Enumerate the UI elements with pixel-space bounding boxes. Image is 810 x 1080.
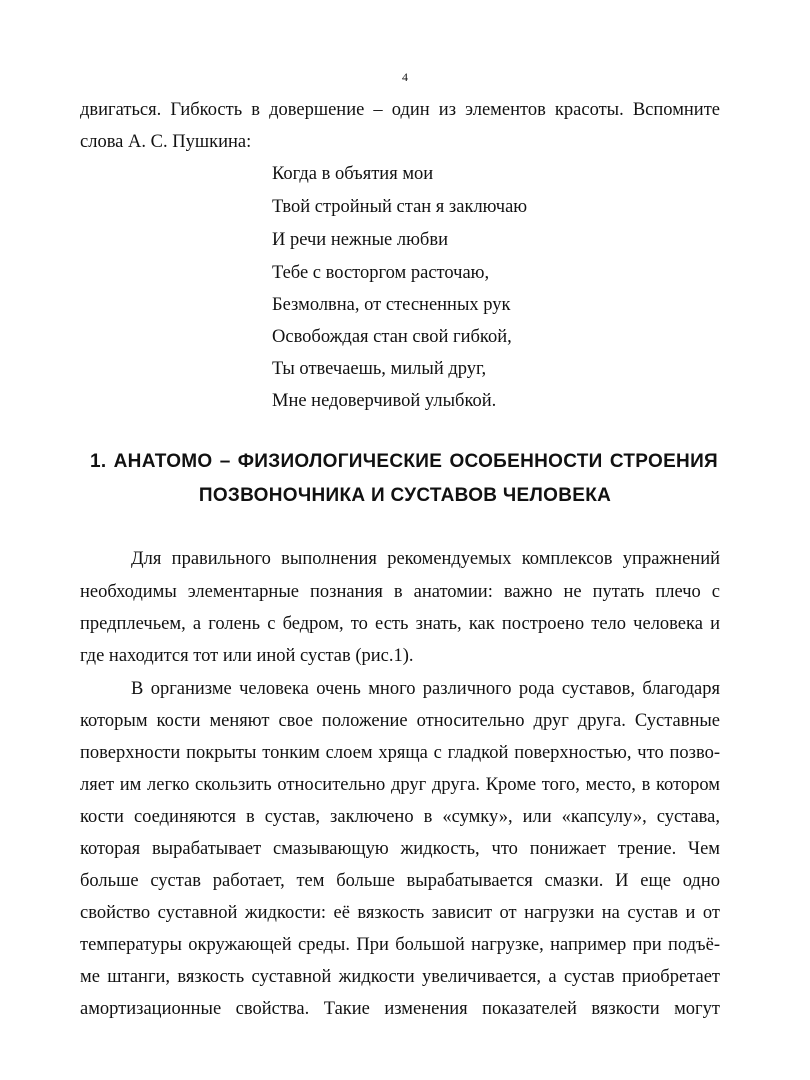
poem-line: Твой стройный стан я заключаю <box>272 197 528 217</box>
paragraph-line: ляет им легко скользить относительно друг друга. Кроме того, место, в котором <box>80 775 720 795</box>
paragraph-line: которая вырабатывает смазывающую жидкость, что понижает трение. Чем <box>80 839 720 859</box>
poem-line: Освобождая стан свой гибкой, <box>272 327 512 347</box>
page-number: 4 <box>402 70 408 84</box>
section-heading-line-1: 1. АНАТОМО – ФИЗИОЛОГИЧЕСКИЕ ОСОБЕННОСТИ СТРОЕНИЯ <box>90 451 718 472</box>
paragraph-line: больше сустав работает, тем больше вырабатывается смазки. И еще одно <box>80 871 720 891</box>
paragraph-line: амортизационные свойства. Такие изменения показателей вязкости могут <box>80 999 720 1019</box>
paragraph-line: В организме человека очень много различного рода суставов, благодаря <box>131 679 720 699</box>
paragraph-line: Для правильного выполнения рекомендуемых комплексов упражнений <box>131 549 720 569</box>
paragraph-line: свойство суставной жидкости: её вязкость зависит от нагрузки на сустав и от <box>80 903 720 923</box>
paragraph-line: ме штанги, вязкость суставной жидкости увеличивается, а сустав приобретает <box>80 967 720 987</box>
intro-line: слова А. С. Пушкина: <box>80 132 252 152</box>
poem-line: Тебе с восторгом расточаю, <box>272 263 490 283</box>
intro-line: двигаться. Гибкость в довершение – один из элементов красоты. Вспомните <box>80 100 720 120</box>
paragraph-line: которым кости меняют свое положение относительно друг друга. Суставные <box>80 711 720 731</box>
paragraph-line: предплечьем, а голень с бедром, то есть знать, как построено тело человека и <box>80 614 720 634</box>
paragraph-line: необходимы элементарные познания в анатомии: важно не путать плечо с <box>80 582 720 602</box>
section-heading-line-2: ПОЗВОНОЧНИКА И СУСТАВОВ ЧЕЛОВЕКА <box>198 485 612 506</box>
poem-line: Когда в объятия мои <box>272 164 434 184</box>
paragraph-line: где находится тот или иной сустав (рис.1). <box>80 646 414 666</box>
poem-line: Безмолвна, от стесненных рук <box>272 295 511 315</box>
paragraph-line: поверхности покрыты тонким слоем хряща с гладкой поверхностью, что позво- <box>80 743 720 763</box>
poem-line: Мне недоверчивой улыбкой. <box>272 391 497 411</box>
paragraph-line: температуры окружающей среды. При большой нагрузке, например при подъё- <box>80 935 720 955</box>
poem-line: Ты отвечаешь, милый друг, <box>272 359 487 379</box>
poem-line: И речи нежные любви <box>272 230 448 250</box>
paragraph-line: кости соединяются в сустав, заключено в «сумку», или «капсулу», сустава, <box>80 807 720 827</box>
